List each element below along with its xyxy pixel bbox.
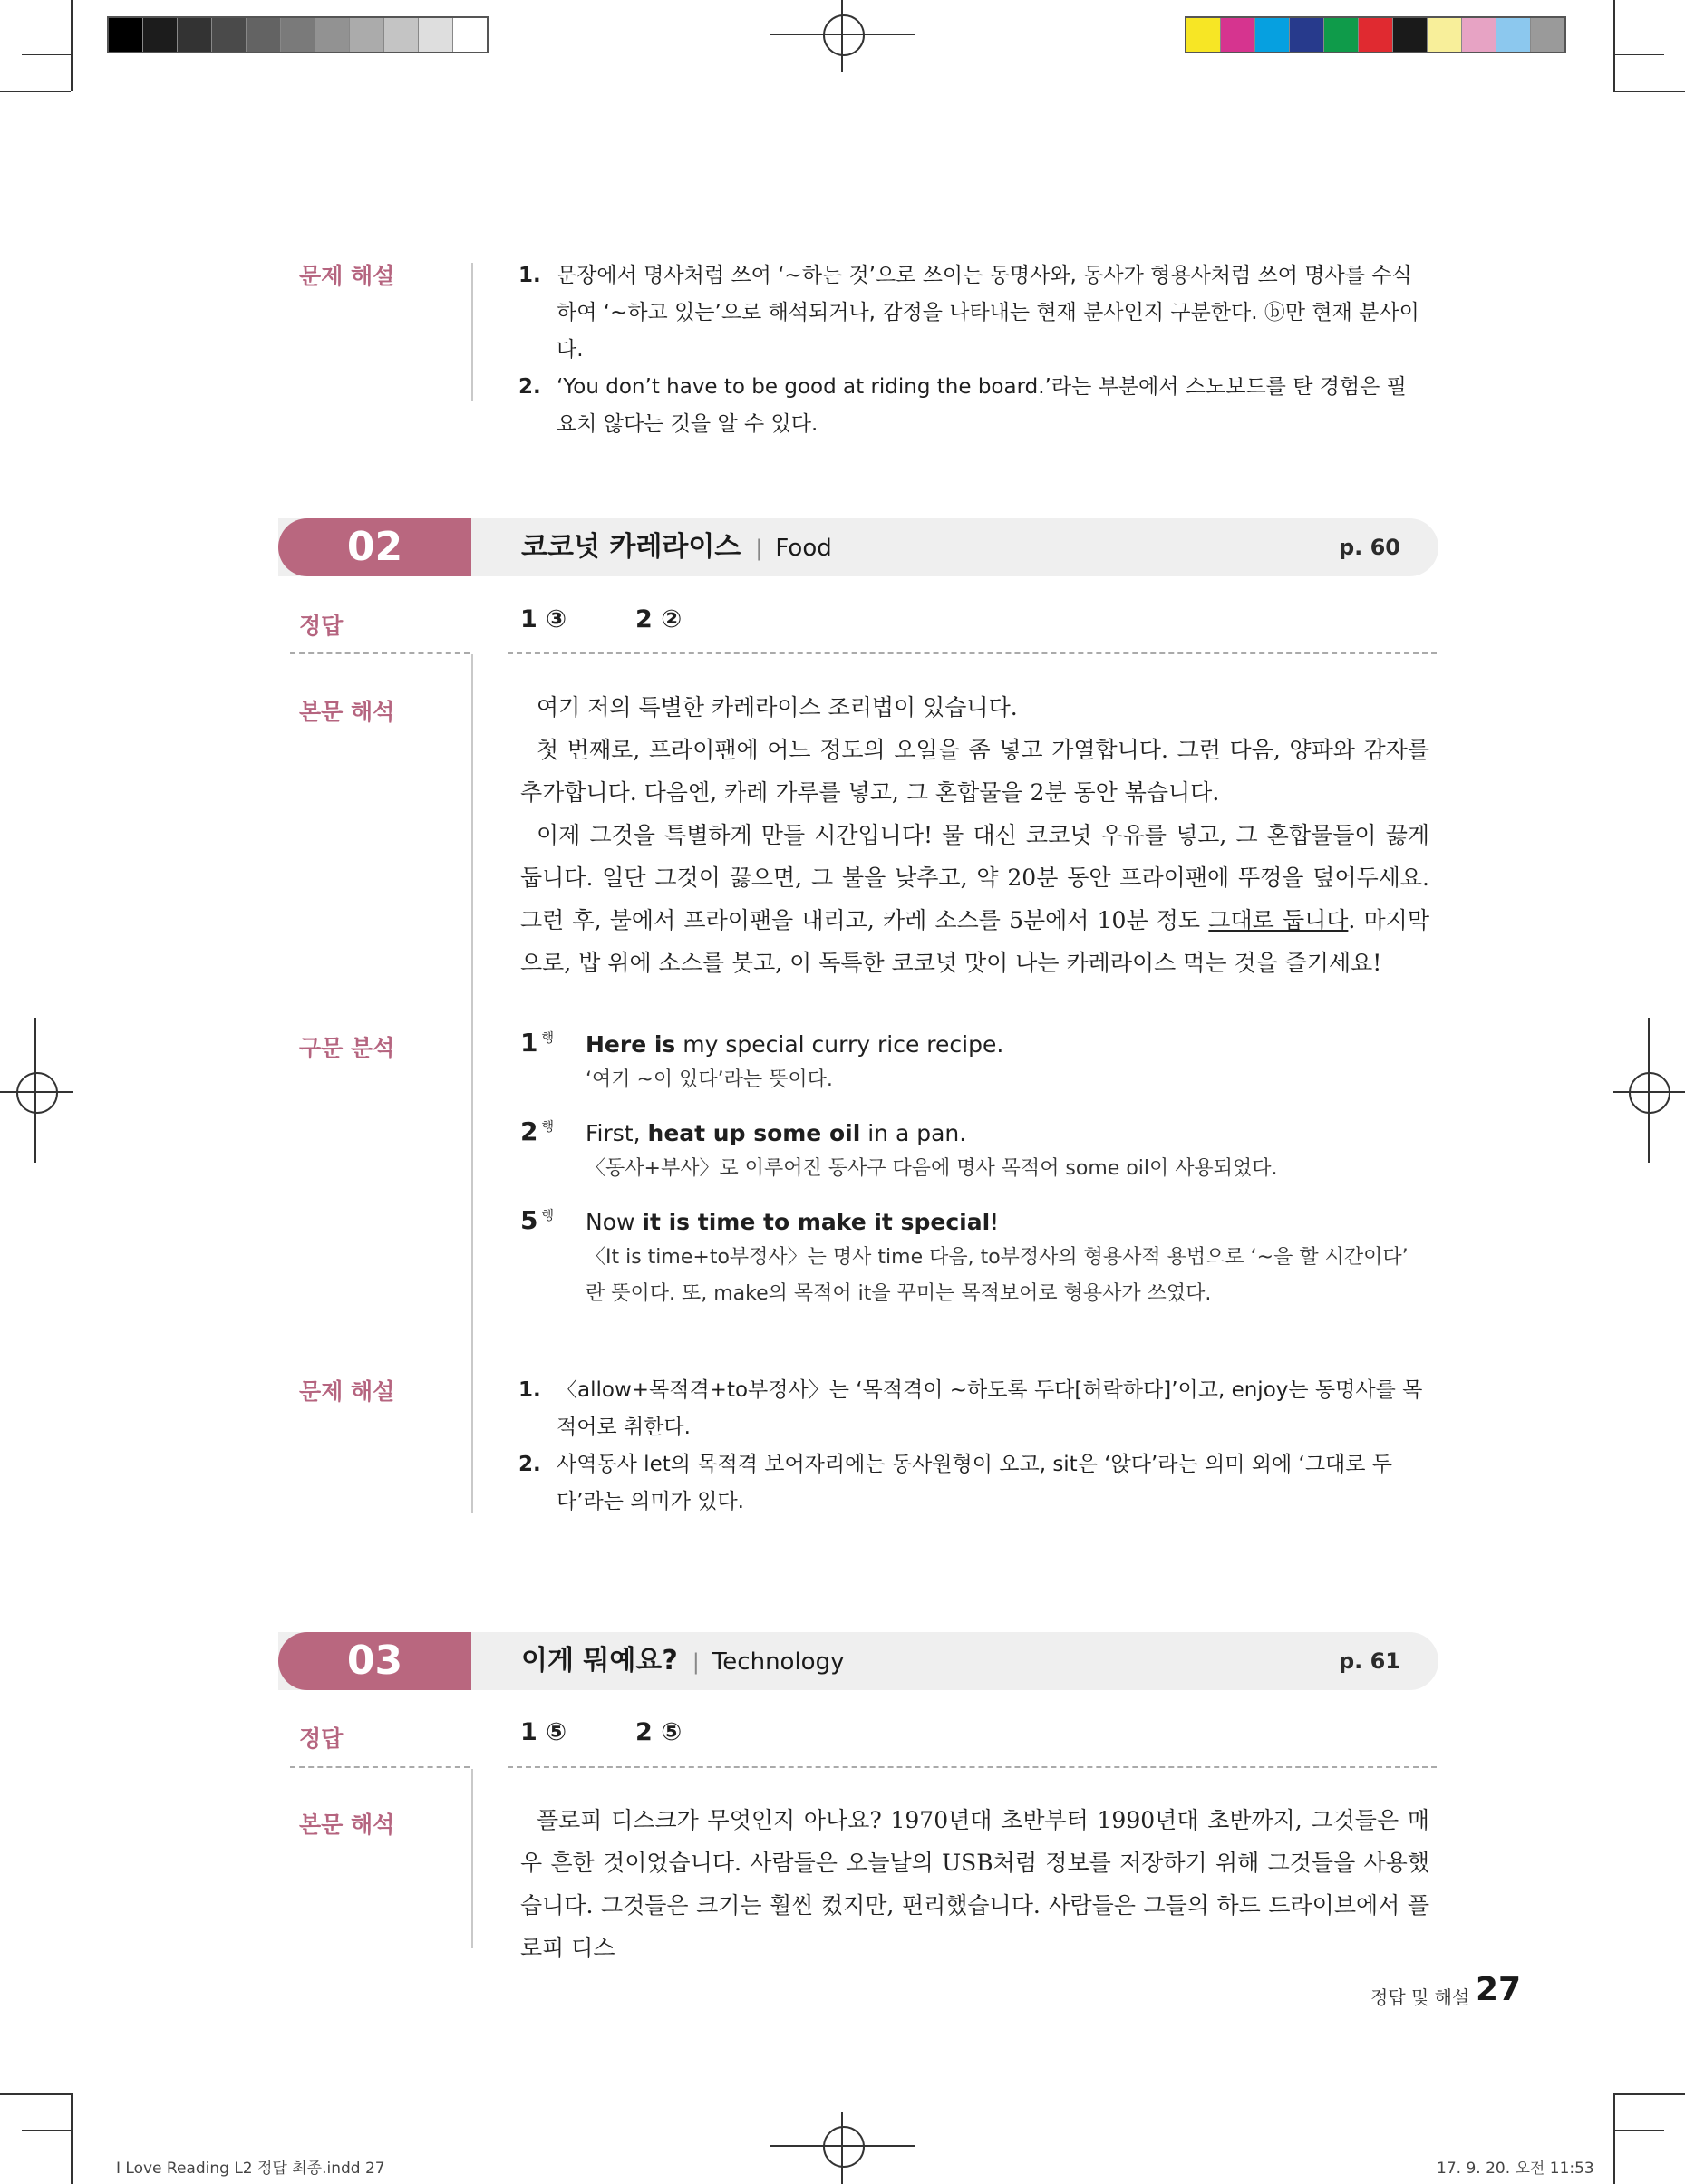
- explanation-list: [518, 1372, 1425, 1521]
- color-swatch: [109, 18, 143, 52]
- analysis-item: [520, 1205, 1436, 1312]
- color-swatch: [1359, 18, 1393, 52]
- section-number: 02: [278, 518, 471, 576]
- answer-item: 1 ⑤: [520, 1718, 567, 1746]
- explanation-label: 문제 해설: [299, 263, 395, 289]
- analysis-list: [520, 1028, 1436, 1312]
- color-swatch: [1428, 18, 1462, 52]
- color-swatch: [350, 18, 384, 52]
- color-swatch: [453, 18, 487, 52]
- analysis-note: 란 뜻이다. 또, make의 목적어 it을 꾸미는 목적보어로 형용사가 쓰였다.: [586, 1282, 1212, 1305]
- analysis-item: [520, 1028, 1436, 1098]
- file-slug: I Love Reading L2 정답 최종.indd 27: [116, 2160, 385, 2178]
- color-bar: [1185, 16, 1566, 53]
- section-topic: Food: [775, 535, 832, 562]
- section-title: 이게 뭐예요? | Technology: [521, 1645, 845, 1677]
- page-reference: p. 60: [1338, 535, 1400, 560]
- translation-text: 여기 저의 특별한 카레라이스 조리법이 있습니다. 첫 번째로, 프라이팬에 어느 정도의 오일을 좀 넣고 가열합니다. 그런 다음, 양파와 감자를 추가합니다. 다음엔, 카레 가루를 넣고, 그 혼합물을 2분 동안 볶습니다. 이제 그것을 특별하게 만들 시간입니다! 물 대신 코코넛 우유를 넣고, 그 혼합물들이 끓게 둡니다. 일단 그것이 끓으면, 그 불을 낮추고, 약 20분 동안 프라이팬에 뚜껑을 덮어두세요. 그런 후, 불에서 프라이팬을 내리고, 카레 소스를 5분에서 10분 정도 그대로 둡니다. 마지막으로, 밥 위에 소스를 붓고, 이 독특한 코코넛 맛이 나는 카레라이스 먹는 것을 즐기세요!: [520, 694, 1429, 976]
- color-swatch: [1255, 18, 1290, 52]
- answer-label: 정답: [299, 613, 344, 639]
- analysis-sentence: Now it is time to make it special!: [586, 1209, 1000, 1235]
- section-banner-03: [278, 1632, 1438, 1690]
- line-number: 1 $^행$: [520, 1028, 555, 1058]
- color-swatch: [1531, 18, 1564, 52]
- color-swatch: [178, 18, 212, 52]
- analysis-note: 〈It is time+to부정사〉는 명사 time 다음, to부정사의 형용사적 용법으로 ‘~을 할 시간이다’: [586, 1246, 1409, 1269]
- line-number: 5 $^행$: [520, 1205, 555, 1235]
- analysis-note: 〈동사+부사〉로 이루어진 동사구 다음에 명사 목적어 some oil이 사용되었다.: [586, 1157, 1278, 1180]
- color-swatch: [1221, 18, 1255, 52]
- color-swatch: [143, 18, 178, 52]
- color-swatch: [419, 18, 453, 52]
- color-swatch: [1186, 18, 1221, 52]
- color-swatch: [315, 18, 350, 52]
- translation-text: 플로피 디스크가 무엇인지 아나요? 1970년대 초반부터 1990년대 초반까지, 그것들은 매우 흔한 것이었습니다. 사람들은 오늘날의 USB처럼 정보를 저장하기 위해 그것들을 사용했습니다. 그것들은 크기는 훨씬 컸지만, 편리했습니다. 사람들은 그들의 하드 드라이브에서 플로피 디스: [520, 1807, 1429, 1961]
- explanation-label: 문제 해설: [299, 1378, 395, 1405]
- translation-label: 본문 해석: [299, 1812, 395, 1838]
- page-number: 27: [1476, 1971, 1522, 2008]
- divider: [508, 1766, 1437, 1768]
- vertical-rule: [471, 1769, 473, 1948]
- answer-item: 1 ③: [520, 605, 567, 633]
- list-item: 1. 문장에서 명사처럼 쓰여 ‘~하는 것’으로 쓰이는 동명사와, 동사가 형용사처럼 쓰여 명사를 수식하여 ‘~하고 있는’으로 해석되거나, 감정을 나타내는 현재 분사인지 구분한다. ⓑ만 현재 분사이다.: [518, 264, 1419, 362]
- list-item: 1. 〈allow+목적격+to부정사〉는 ‘목적격이 ~하도록 두다[허락하다]’이고, enjoy는 동명사를 목적어로 취한다.: [518, 1378, 1423, 1439]
- color-swatch: [1324, 18, 1359, 52]
- section-number: 03: [278, 1632, 471, 1690]
- color-swatch: [1496, 18, 1531, 52]
- divider: [290, 1766, 470, 1768]
- vertical-rule: [471, 263, 473, 401]
- divider: [290, 652, 470, 654]
- answer-label: 정답: [299, 1725, 344, 1752]
- color-swatch: [247, 18, 281, 52]
- footer-section-name: 정답 및 해설: [1370, 1986, 1470, 2008]
- color-swatch: [281, 18, 315, 52]
- date-slug: 17. 9. 20. 오전 11:53: [1437, 2160, 1594, 2178]
- analysis-label: 구문 분석: [299, 1035, 395, 1061]
- section-banner-02: [278, 518, 1438, 576]
- color-swatch: [1462, 18, 1496, 52]
- answer-item: 2 ⑤: [635, 1718, 683, 1746]
- analysis-item: [520, 1116, 1436, 1187]
- grayscale-bar: [107, 16, 489, 53]
- color-swatch: [212, 18, 247, 52]
- answer-list: [520, 1718, 751, 1746]
- answer-list: [520, 605, 751, 633]
- translation-label: 본문 해석: [299, 699, 395, 725]
- section-topic: Technology: [712, 1648, 845, 1676]
- color-swatch: [1290, 18, 1324, 52]
- divider: [508, 652, 1437, 654]
- explanation-list: [518, 257, 1425, 443]
- analysis-sentence: First, heat up some oil in a pan.: [586, 1120, 967, 1146]
- analysis-sentence: Here is my special curry rice recipe.: [586, 1031, 1004, 1058]
- list-item: 2. 사역동사 let의 목적격 보어자리에는 동사원형이 오고, sit은 ‘앉다’라는 의미 외에 ‘그대로 두다’라는 의미가 있다.: [518, 1453, 1393, 1513]
- line-number: 2 $^행$: [520, 1116, 555, 1146]
- page-reference: p. 61: [1338, 1648, 1400, 1674]
- answer-item: 2 ②: [635, 605, 683, 633]
- color-swatch: [384, 18, 419, 52]
- analysis-note: ‘여기 ~이 있다’라는 뜻이다.: [586, 1068, 833, 1091]
- vertical-rule: [471, 654, 473, 1513]
- color-swatch: [1393, 18, 1428, 52]
- list-item: 2. ‘You don’t have to be good at riding the board.’라는 부분에서 스노보드를 탄 경험은 필요치 않다는 것을 알 수 있다.: [518, 375, 1407, 436]
- section-title: 코코넛 카레라이스 | Food: [521, 531, 832, 563]
